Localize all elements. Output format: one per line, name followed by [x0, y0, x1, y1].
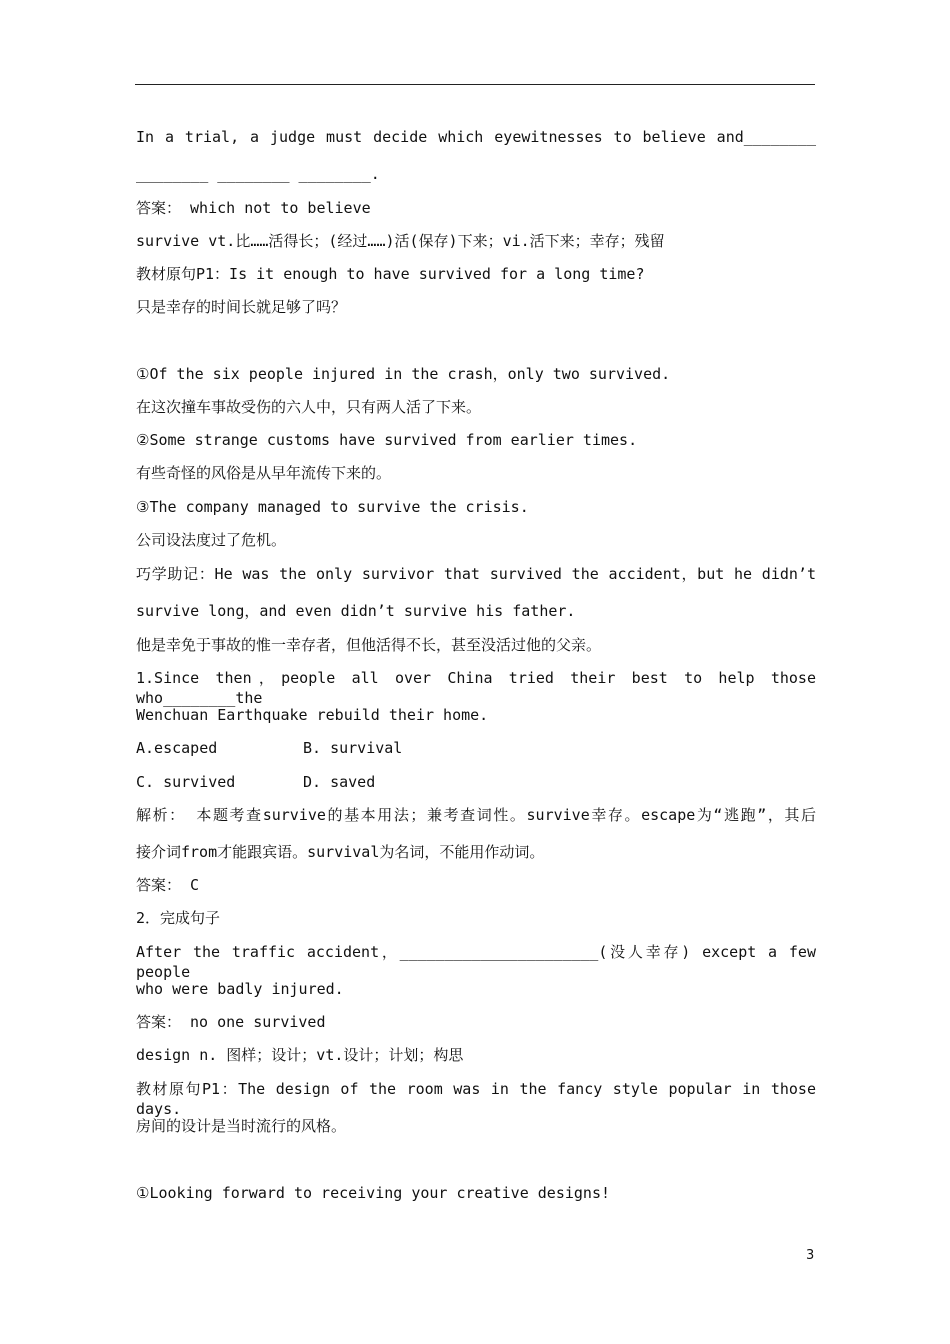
text-line: In a trial, a judge must decide which eyewitnesses to believe and________ [136, 128, 816, 146]
question-1: 1.Since then，people all over China tried their best to help those who________the [136, 669, 816, 707]
example-translation: 公司设法度过了危机。 [136, 531, 287, 549]
example-translation: 有些奇怪的风俗是从早年流传下来的。 [136, 464, 392, 482]
example-sentence: ③The company managed to survive the crisis. [136, 498, 529, 516]
example-sentence: ②Some strange customs have survived from earlier times. [136, 431, 638, 449]
answer-line: 答案： C [136, 876, 200, 894]
answer-line: 答案： no one survived [136, 1013, 326, 1031]
example-sentence: ①Looking forward to receiving your creative designs! [136, 1184, 611, 1202]
example-sentence: ①Of the six people injured in the crash，only two survived. [136, 365, 671, 383]
page-number: 3 [806, 1248, 815, 1263]
option-c: C. survived [136, 773, 236, 791]
mnemonic-line: 巧学助记：He was the only survivor that survived the accident，but he didn’t [136, 565, 816, 583]
question-2-sentence-cont: who were badly injured. [136, 980, 344, 998]
text-line: 房间的设计是当时流行的风格。 [136, 1117, 347, 1135]
text-line: 教材原句P1：Is it enough to have survived for a long time? [136, 265, 645, 283]
question-2: 2．完成句子 [136, 909, 221, 927]
vocab-entry: survive vt.比……活得长；(经过……)活(保存)下来；vi.活下来；幸存；残留 [136, 232, 665, 250]
header-rule [135, 84, 815, 85]
analysis-line: 接介词from才能跟宾语。survival为名词，不能用作动词。 [136, 843, 545, 861]
example-translation: 在这次撞车事故受伤的六人中，只有两人活了下来。 [136, 398, 482, 416]
text-line: 只是幸存的时间长就足够了吗？ [136, 298, 347, 316]
text-line: 教材原句P1：The design of the room was in the fancy style popular in those days. [136, 1080, 816, 1118]
option-d: D. saved [303, 773, 376, 791]
analysis-line: 解析： 本题考查survive的基本用法；兼考查词性。survive幸存。escape为“逃跑”，其后 [136, 806, 816, 824]
option-b: B. survival [303, 739, 403, 757]
vocab-entry: design n. 图样；设计；vt.设计；计划；构思 [136, 1046, 464, 1064]
text-line: ________ ________ ________. [136, 165, 380, 183]
answer-line: 答案： which not to believe [136, 199, 371, 217]
mnemonic-translation: 他是幸免于事故的惟一幸存者，但他活得不长，甚至没活过他的父亲。 [136, 636, 602, 654]
mnemonic-line: survive long，and even didn’t survive his father. [136, 602, 576, 620]
question-1-cont: Wenchuan Earthquake rebuild their home. [136, 706, 489, 724]
option-a: A.escaped [136, 739, 218, 757]
question-2-sentence: After the traffic accident，______________________(没人幸存) except a few people [136, 943, 816, 981]
